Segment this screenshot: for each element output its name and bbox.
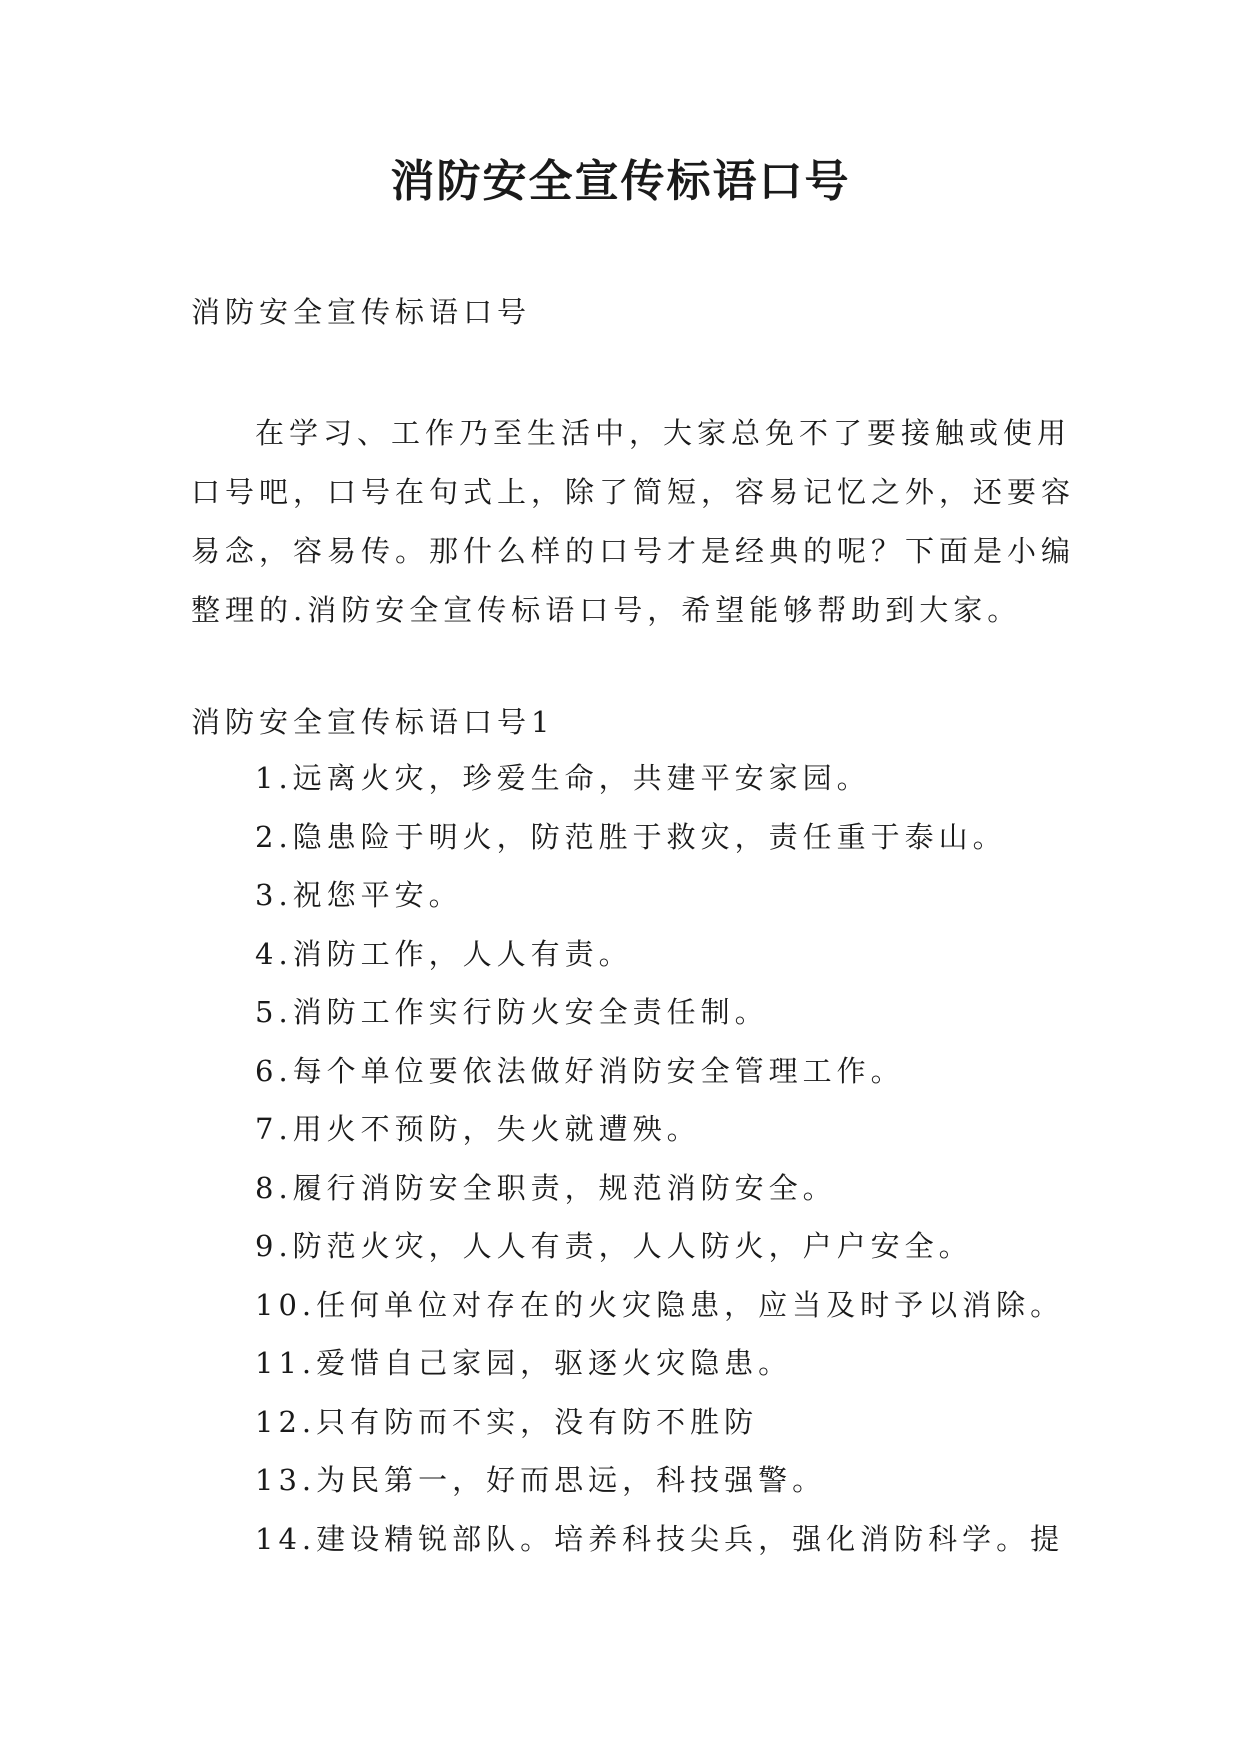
slogan-item: 5.消防工作实行防火安全责任制。	[255, 995, 769, 1029]
slogan-item: 9.防范火灾，人人有责，人人防火，户户安全。	[255, 1229, 973, 1263]
slogan-item: 8.履行消防安全职责，规范消防安全。	[255, 1170, 837, 1205]
slogan-item: 2.隐患险于明火，防范胜于救灾，责任重于泰山。	[255, 819, 1007, 854]
slogan-item: 4.消防工作，人人有责。	[255, 936, 633, 971]
slogan-item: 10.任何单位对存在的火灾隐患，应当及时予以消除。	[255, 1287, 1065, 1322]
slogan-item: 7.用火不预防，失火就遭殃。	[255, 1112, 701, 1146]
slogan-item: 3.祝您平安。	[255, 878, 463, 912]
slogan-item: 14.建设精锐部队。培养科技尖兵，强化消防科学。提	[255, 1521, 1065, 1556]
section-heading: 消防安全宣传标语口号1	[191, 705, 555, 739]
slogan-item: 12.只有防而不实，没有防不胜防	[255, 1404, 759, 1439]
intro-line: 整理的.消防安全宣传标语口号，希望能够帮助到大家。	[191, 593, 1022, 627]
document-subtitle: 消防安全宣传标语口号	[191, 295, 532, 329]
slogan-item: 6.每个单位要依法做好消防安全管理工作。	[255, 1053, 905, 1088]
intro-line: 易念，容易传。那什么样的口号才是经典的呢？下面是小编	[191, 534, 1076, 568]
document-title: 消防安全宣传标语口号	[390, 156, 851, 207]
intro-paragraph	[191, 404, 1076, 640]
slogan-item: 13.为民第一，好而思远，科技强警。	[255, 1463, 827, 1497]
intro-line: 口号吧，口号在句式上，除了简短，容易记忆之外，还要容	[191, 475, 1076, 509]
slogan-item: 1.远离火灾，珍爱生命，共建平安家园。	[255, 761, 871, 795]
slogan-list	[255, 758, 1064, 1577]
intro-line: 在学习、工作乃至生活中，大家总免不了要接触或使用	[255, 416, 1072, 450]
slogan-item: 11.爱惜自己家园，驱逐火灾隐患。	[255, 1346, 793, 1380]
